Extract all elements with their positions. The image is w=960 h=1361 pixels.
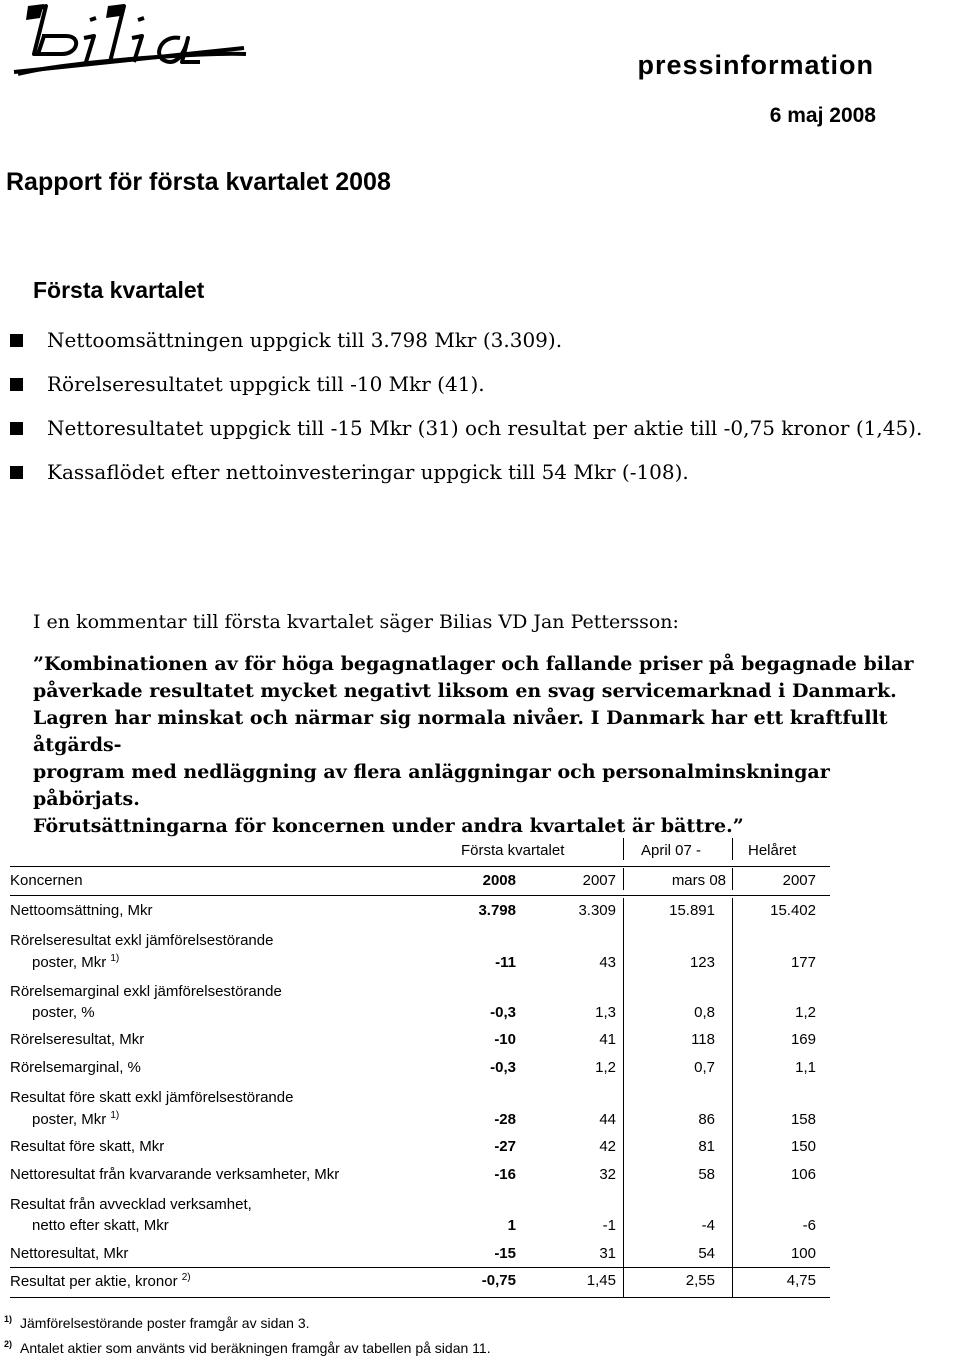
quote-line: program med nedläggning av flera anläggningar och personalminskningar påbörjats. bbox=[33, 761, 830, 810]
table-row bbox=[10, 1059, 830, 1079]
cell-value: 81 bbox=[698, 1138, 715, 1155]
col-header-rolling: April 07 - bbox=[641, 842, 702, 859]
list-item bbox=[10, 406, 922, 450]
cell-value: 118 bbox=[691, 1031, 715, 1048]
quote-line: Lagren har minskat och närmar sig normala nivåer. I Danmark har ett kraftfullt åtgärds- bbox=[33, 707, 888, 756]
footnote-mark: 1) bbox=[4, 1314, 13, 1324]
table-header-row bbox=[10, 842, 830, 864]
col-header-full-year: Helåret bbox=[748, 842, 797, 859]
cell-value: 15.891 bbox=[669, 902, 715, 919]
col-header-first-quarter: Första kvartalet bbox=[461, 842, 565, 859]
cell-value: 54 bbox=[698, 1245, 715, 1262]
footnote-text: Jämförelsestörande poster framgår av sidan 3. bbox=[20, 1315, 310, 1331]
cell-value: 32 bbox=[599, 1166, 616, 1183]
quote-line: Förutsättningarna för koncernen under andra kvartalet är bättre.” bbox=[33, 815, 744, 837]
table-row bbox=[10, 1138, 830, 1158]
table-row bbox=[10, 1196, 830, 1240]
cell-value: 31 bbox=[599, 1245, 616, 1262]
cell-value: 1,2 bbox=[595, 1059, 616, 1076]
cell-value: 123 bbox=[689, 954, 715, 971]
cell-value: -4 bbox=[701, 1217, 715, 1234]
cell-value: -16 bbox=[494, 1166, 516, 1183]
row-label: Nettoomsättning, Mkr bbox=[10, 902, 153, 919]
col-header-2008: 2008 bbox=[482, 872, 516, 889]
row-label-continued: poster, Mkr $^{1)}$ bbox=[32, 1110, 120, 1128]
table-row bbox=[10, 1245, 830, 1265]
list-item bbox=[10, 450, 922, 494]
cell-value: 150 bbox=[790, 1138, 816, 1155]
cell-value: 1 bbox=[507, 1217, 516, 1234]
cell-value: -28 bbox=[494, 1111, 516, 1128]
cell-value: -6 bbox=[802, 1217, 816, 1234]
row-label: Nettoresultat, Mkr bbox=[10, 1245, 129, 1262]
col-header-fy2007: 2007 bbox=[782, 872, 816, 889]
row-label: Resultat före skatt, Mkr bbox=[10, 1138, 165, 1155]
cell-value: 158 bbox=[790, 1111, 816, 1128]
cell-value: 3.798 bbox=[478, 902, 516, 919]
footnote bbox=[4, 1314, 310, 1331]
cell-value: 15.402 bbox=[770, 902, 816, 919]
release-date: 6 maj 2008 bbox=[769, 104, 876, 127]
table-row bbox=[10, 1166, 830, 1186]
cell-value: -11 bbox=[495, 954, 516, 971]
cell-value: 106 bbox=[790, 1166, 816, 1183]
row-label: Rörelseresultat, Mkr bbox=[10, 1031, 145, 1048]
quote-line: påverkade resultatet mycket negativt liksom en svag servicemarknad i Danmark. bbox=[33, 680, 897, 702]
square-bullet-icon bbox=[10, 466, 23, 479]
bilia-logo bbox=[4, 2, 250, 78]
cell-value: 3.309 bbox=[578, 902, 616, 919]
cell-value: 0,7 bbox=[694, 1059, 715, 1076]
cell-value: -15 bbox=[494, 1245, 516, 1262]
row-label: Resultat per aktie, kronor $^{2)}$ bbox=[10, 1272, 191, 1290]
cell-value: -0,3 bbox=[490, 1004, 516, 1021]
cell-value: 1,2 bbox=[795, 1004, 816, 1021]
list-item-text: Rörelseresultatet uppgick till -10 Mkr (41). bbox=[47, 372, 485, 396]
list-item-text: Nettoresultatet uppgick till -15 Mkr (31) och resultat per aktie till -0,75 kronor (1,45). bbox=[47, 416, 923, 440]
cell-value: -10 bbox=[494, 1031, 516, 1048]
table-row bbox=[10, 983, 830, 1027]
cell-value: 169 bbox=[790, 1031, 816, 1048]
table-rule bbox=[10, 1267, 830, 1268]
col-header-mars: mars 08 bbox=[671, 872, 726, 889]
footnote-text: Antalet aktier som använts vid beräkningen framgår av tabellen på sidan 11. bbox=[20, 1340, 491, 1356]
table-rule bbox=[10, 895, 830, 896]
financial-table bbox=[10, 838, 830, 1298]
cell-value: 43 bbox=[599, 954, 616, 971]
cell-value: 42 bbox=[599, 1138, 616, 1155]
row-label: Rörelseresultat exkl jämförelsestörande bbox=[10, 932, 274, 949]
col-header-2007: 2007 bbox=[582, 872, 616, 889]
report-title: Rapport för första kvartalet 2008 bbox=[6, 168, 391, 196]
row-label: Nettoresultat från kvarvarande verksamheter, Mkr bbox=[10, 1166, 340, 1183]
cell-value: 41 bbox=[599, 1031, 616, 1048]
ceo-quote bbox=[33, 651, 938, 840]
row-label-continued: poster, Mkr $^{1)}$ bbox=[32, 953, 120, 971]
table-rule bbox=[10, 866, 830, 867]
cell-value: 2,55 bbox=[685, 1272, 715, 1289]
cell-value: 100 bbox=[790, 1245, 816, 1262]
table-rule bbox=[10, 1297, 830, 1298]
cell-value: 58 bbox=[698, 1166, 715, 1183]
list-item-text: Kassaflödet efter nettoinvesteringar uppgick till 54 Mkr (-108). bbox=[47, 460, 689, 484]
quote-line: ”Kombinationen av för höga begagnatlager och fallande priser på begagnade bilar bbox=[33, 653, 914, 675]
footnote-mark: 2) bbox=[4, 1339, 13, 1349]
row-label: Resultat från avvecklad verksamhet, bbox=[10, 1196, 252, 1213]
cell-value: 0,8 bbox=[694, 1004, 715, 1021]
table-row bbox=[10, 1031, 830, 1051]
row-label-continued: netto efter skatt, Mkr bbox=[32, 1217, 169, 1234]
table-row bbox=[10, 902, 830, 922]
list-item bbox=[10, 362, 922, 406]
list-item bbox=[10, 318, 922, 362]
cell-value: -1 bbox=[602, 1217, 616, 1234]
table-row bbox=[10, 932, 830, 976]
cell-value: 1,3 bbox=[595, 1004, 616, 1021]
row-label: Resultat före skatt exkl jämförelsestörande bbox=[10, 1089, 294, 1106]
press-label: pressinformation bbox=[637, 50, 874, 80]
cell-value: 44 bbox=[599, 1111, 616, 1128]
list-item-text: Nettoomsättningen uppgick till 3.798 Mkr (3.309). bbox=[47, 328, 563, 352]
cell-value: -27 bbox=[494, 1138, 516, 1155]
cell-value: 1,1 bbox=[795, 1059, 816, 1076]
square-bullet-icon bbox=[10, 378, 23, 391]
highlights-list bbox=[10, 318, 922, 494]
table-row bbox=[10, 1089, 830, 1133]
row-label: Rörelsemarginal, % bbox=[10, 1059, 141, 1076]
table-header-row bbox=[10, 872, 830, 894]
square-bullet-icon bbox=[10, 334, 23, 347]
ceo-intro: I en kommentar till första kvartalet säger Bilias VD Jan Pettersson: bbox=[33, 611, 679, 633]
row-label-continued: poster, % bbox=[32, 1004, 95, 1021]
cell-value: 177 bbox=[790, 954, 816, 971]
row-label: Koncernen bbox=[10, 872, 83, 889]
square-bullet-icon bbox=[10, 422, 23, 435]
section-heading: Första kvartalet bbox=[33, 277, 205, 303]
cell-value: 4,75 bbox=[786, 1272, 816, 1289]
cell-value: 86 bbox=[698, 1111, 715, 1128]
table-row bbox=[10, 1272, 830, 1292]
cell-value: 1,45 bbox=[586, 1272, 616, 1289]
cell-value: -0,75 bbox=[481, 1272, 516, 1289]
row-label: Rörelsemarginal exkl jämförelsestörande bbox=[10, 983, 282, 1000]
cell-value: -0,3 bbox=[490, 1059, 516, 1076]
footnote bbox=[4, 1339, 491, 1356]
